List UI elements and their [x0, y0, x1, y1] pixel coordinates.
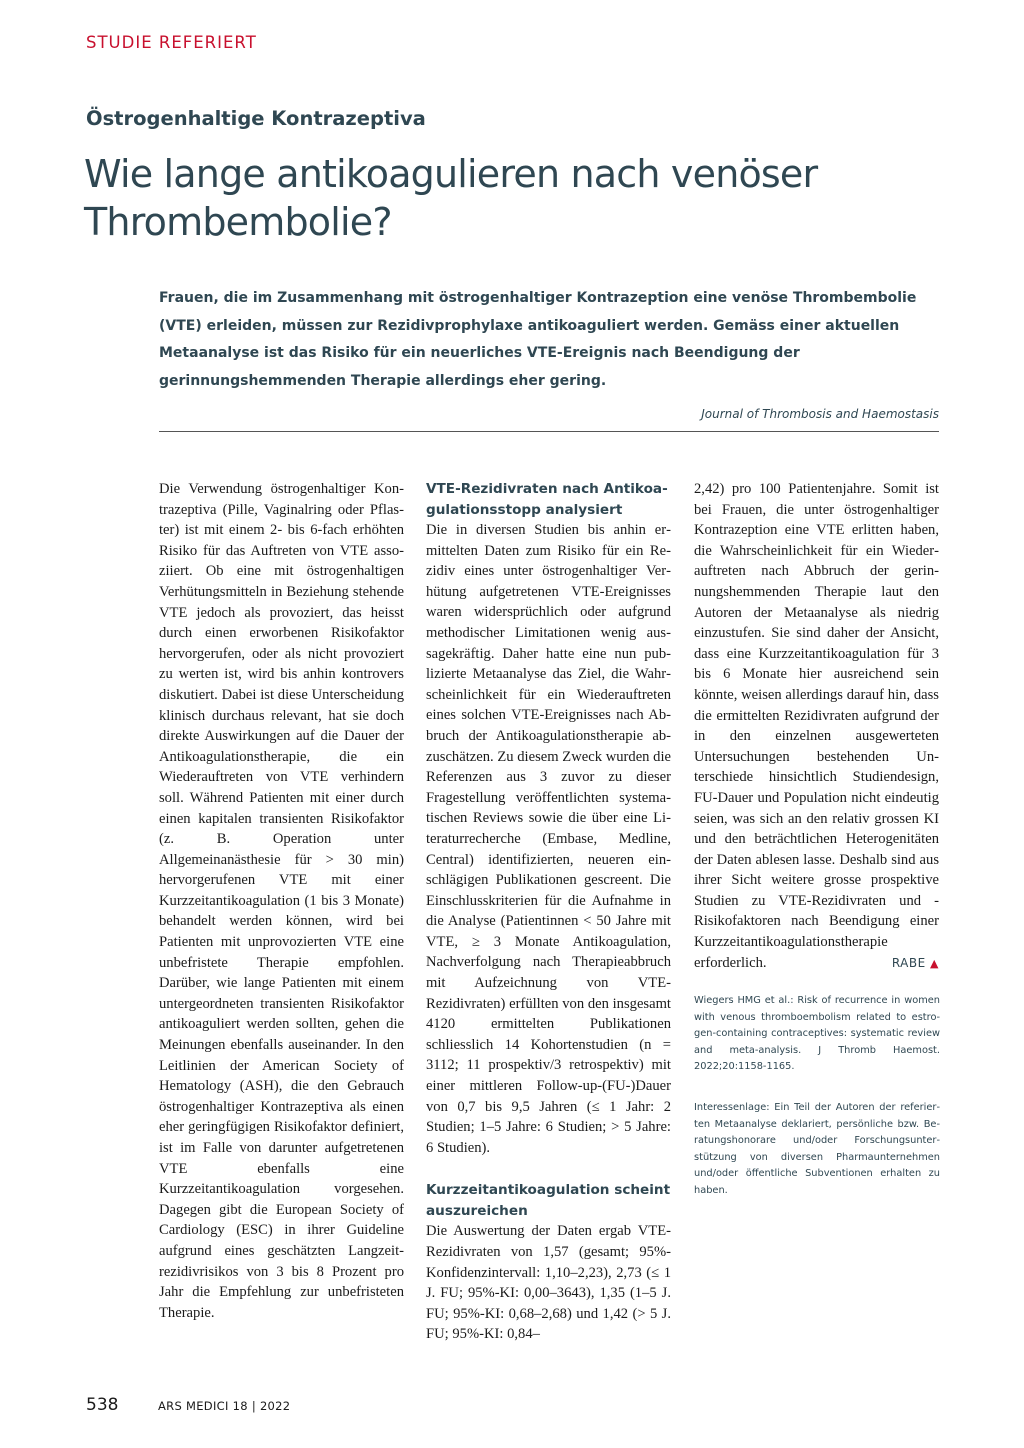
body-column-2 [426, 479, 671, 1345]
subheading: Kurzzeitantikoagulation scheint auszureichen [426, 1182, 671, 1219]
section-label: STUDIE REFERIERT [86, 33, 257, 52]
body-column-1 [159, 479, 404, 1323]
triangle-icon: ▲ [930, 956, 939, 970]
body-paragraph [694, 479, 939, 973]
article-headline: Wie lange antikoagulieren nach venöser Thrombembolie? [84, 152, 818, 244]
body-column-3 [694, 479, 939, 974]
article-kicker: Östrogenhaltige Kontrazeptiva [86, 107, 426, 130]
author-initials: RABE [891, 955, 926, 970]
reference-note: Wiegers HMG et al.: Risk of recurrence in women with venous thromboembolism related to estrogen-containing contraceptives: systematic review and meta-analysis. J Thromb Haemost. 2022;20:1158-1165. [694, 995, 940, 1072]
article-lead: Frauen, die im Zusammenhang mit östrogenhaltiger Kontrazeption eine venöse Thrombembolie (VTE) erleiden, müssen zur Rezidivprophylaxe antikoaguliert werden. Gemäss einer aktuellen Metaanalyse ist das Risiko für ein neuerliches VTE-Ereignis nach Beendigung der gerinnungshemmenden Therapie allerdings eher gering. [159, 290, 917, 389]
body-paragraph: Die in diversen Studien bis anhin ermittelten Daten zum Risiko für ein Rezidiv eines unter östrogenhaltiger Verhütung aufgetretenen VTE-Ereignisses waren widersprüchlich oder aufgrund methodischer Limitationen wenig aussagekräftig. Daher hatte eine nun publizierte Metaanalyse das Ziel, die Wahrscheinlichkeit für ein Wiederauftreten eines solchen VTE-Ereignisses nach Abbruch der Antikoagulationstherapie abzuschätzen. Zu diesem Zweck wurden die Referenzen aus 3 zuvor zu dieser Fragestellung veröffentlichten systematischen Reviews sowie die über eine Literaturrecherche (Embase, Medline, Central) identifizierten, neueren einschlägigen Publikationen gescreent. Die Einschlusskriterien für die Aufnahme in die Analyse (Patientinnen < 50 Jahre mit VTE, ≥ 3 Monate Antikoagulation, Nachverfolgung nach Therapieabbruch mit Aufzeichnung von VTE-Rezidivraten) erfüllten von den insgesamt 4120 ermittelten Publikationen schliesslich 14 Kohortenstudien (n = 3112; 11 prospektiv/3 retrospektiv) mit einer mittleren Follow-up-(FU-)Dauer von 0,7 bis 9,5 Jahren (≤ 1 Jahr: 2 Studien; 1–5 Jahre: 6 Studien; > 5 Jahre: 6 Studien). [426, 522, 671, 1156]
body-paragraph: Die Auswertung der Daten ergab VTE-Rezidivraten von 1,57 (gesamt; 95%-Konfidenzintervall: 1,10–2,23), 2,73 (≤ 1 J. FU; 95%-KI: 0,00–3643), 1,35 (1–5 J. FU; 95%-KI: 0,68–2,68) und 1,42 (> 5 J. FU; 95%-KI: 0,84– [426, 1223, 671, 1343]
page-number: 538 [86, 1395, 119, 1415]
author-sign [892, 953, 939, 975]
journal-source: Journal of Thrombosis and Haemostasis [701, 407, 939, 421]
conflict-note: Interessenlage: Ein Teil der Autoren der referierten Metaanalyse deklariert, persönliche bzw. Beratungshonorare und/oder Forschungsunterstützung von diversen Pharmaunternehmen und/oder öffentliche Subventionen erhalten zu haben. [694, 1102, 940, 1196]
body-paragraph: Die Verwendung östrogenhaltiger Kontrazeptiva (Pille, Vaginalring oder Pflaster) ist mit einem 2- bis 6-fach erhöhten Risiko für das Auftreten von VTE assoziiert. Ob eine mit östrogenhaltigen Verhütungsmitteln in Beziehung stehende VTE jedoch als provoziert, das heisst durch einen erworbenen Risikofaktor hervorgerufen, oder als nicht provoziert zu werten ist, wird bis anhin kontrovers diskutiert. Dabei ist diese Unterscheidung klinisch durchaus relevant, hat sie doch direkte Auswirkungen auf die Dauer der Antikoagulationstherapie, die ein Wiederauftreten von VTE verhindern soll. Während Patienten mit einer durch einen kapitalen transienten Risikofaktor (z. B. Operation unter Allgemeinanästhesie für > 30 min) hervorgerufenen VTE mit einer Kurzzeitantikoagulation (1 bis 3 Monate) behandelt werden können, wird bei Patienten mit unprovozierten VTE eine unbefristete Therapie empfohlen. Darüber, wie lange Patienten mit einem untergeordneten transienten Risikofaktor antikoaguliert werden sollten, gehen die Meinungen ebenfalls auseinander. In den Leitlinien der American Society of Hematology (ASH), die den Gebrauch östrogenhaltiger Kontrazeptiva als einen eher geringfügigen Risikofaktor definiert, ist im Falle von darunter aufgetretenen VTE ebenfalls eine Kurzzeitantikoagulation vorgesehen. Dagegen gibt die European Society of Cardiology (ESC) in ihrer Guideline aufgrund eines geschätzten Langzeitrezidivrisikos von 3 bis 8 Prozent pro Jahr die Empfehlung zur unbefristeten Therapie. [159, 481, 404, 1321]
magazine-issue: ARS MEDICI 18 | 2022 [158, 1399, 291, 1413]
spacer [426, 1158, 671, 1180]
divider [159, 431, 939, 432]
subheading: VTE-Rezidivraten nach Antikoagulationsstopp analysiert [426, 481, 668, 518]
body-text: 2,42) pro 100 Patientenjahre. Somit ist bei Frauen, die unter östrogenhaltiger Kontrazeption eine VTE erlitten haben, die Wahrscheinlichkeit für ein Wiederauftreten nach Abbruch der gerinnungshemmenden Therapie laut den Autoren der Metaanalyse als niedrig einzustufen. Sie sind daher der Ansicht, dass eine Kurzzeitantikoagulation für 3 bis 6 Monate hier ausreichend sein könnte, weisen allerdings darauf hin, dass die ermittelten Rezidivraten aufgrund der in den einzelnen ausgewerteten Untersuchungen bestehenden Unterschiede hinsichtlich Studiendesign, FU-Dauer und Population nicht eindeutig seien, was sich an den relativ grossen KI und den beträchtlichen Heterogenitäten der Daten ablesen lasse. Deshalb sind aus ihrer Sicht weitere grosse prospektive Studien zu VTE-Rezidivraten und -Risikofaktoren nach Beendigung einer Kurzzeitantikoagulationstherapie erforderlich. [694, 481, 939, 971]
